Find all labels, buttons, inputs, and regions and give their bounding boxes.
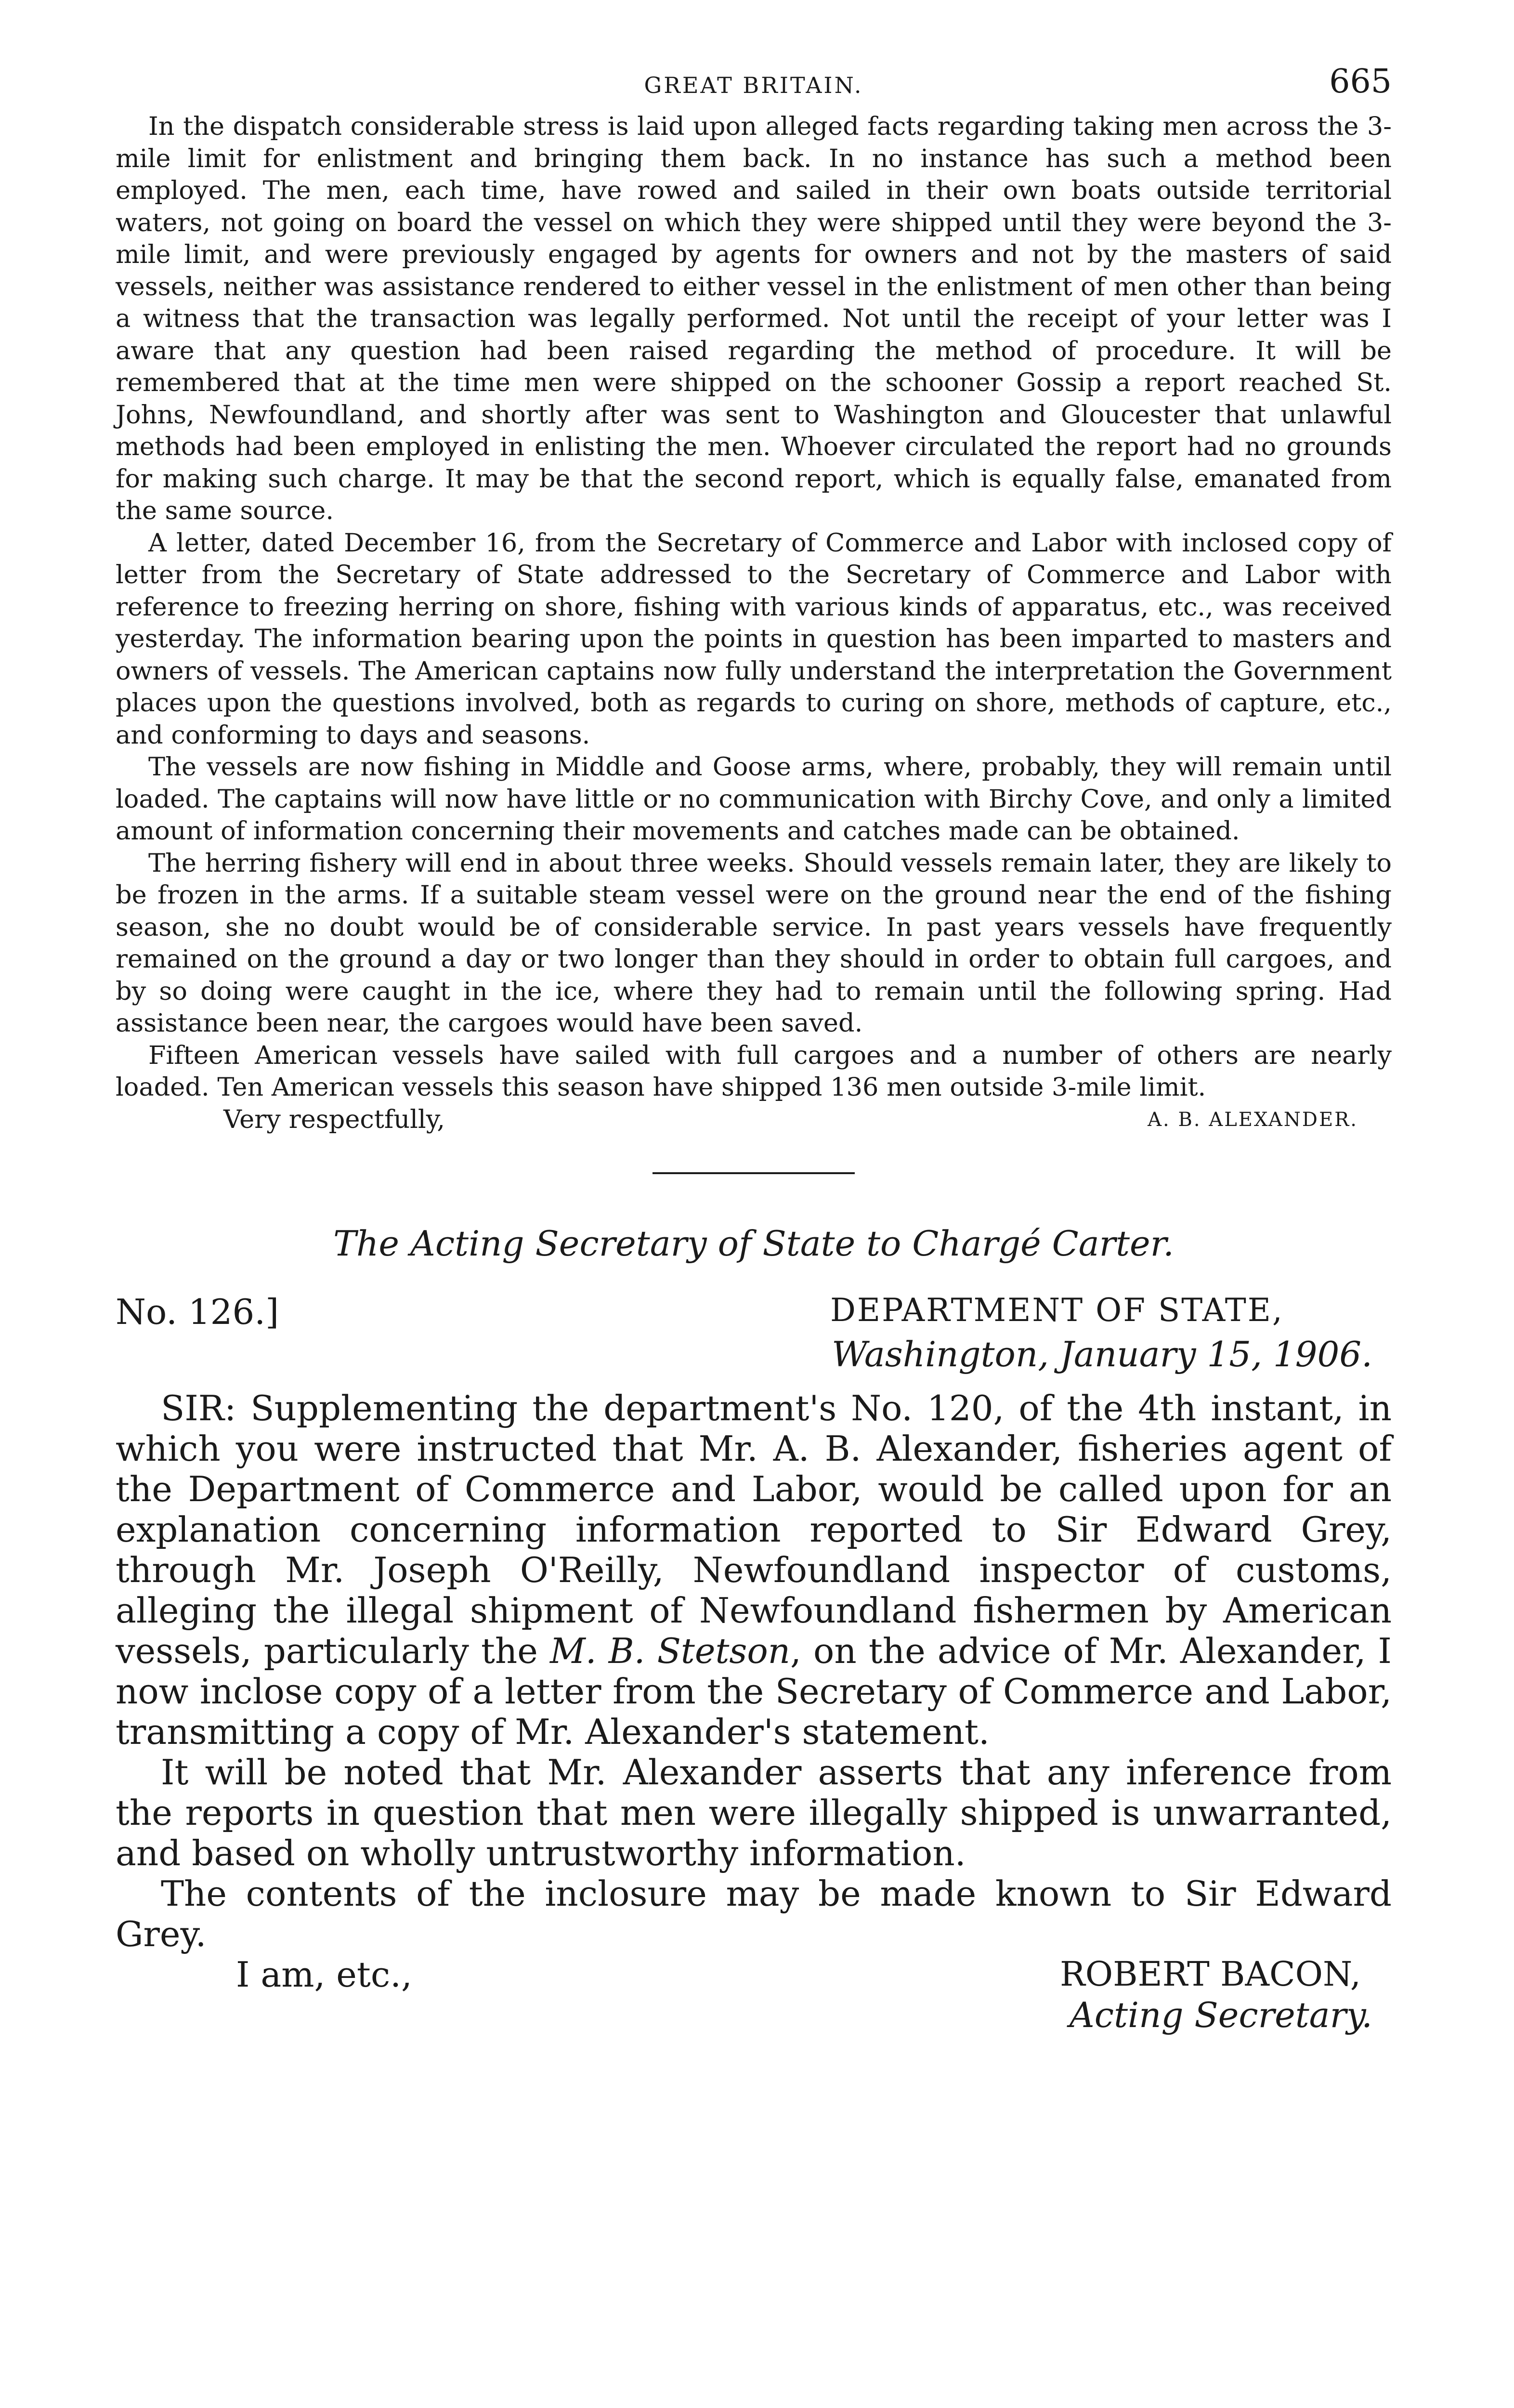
letter-one-signoff [116, 1104, 1392, 1139]
letter-two-body [116, 1388, 1392, 1954]
paragraph-text: Supplementing the department's No. 120, of the 4th instant, in which you were instructed that Mr. A. B. Alexander, fisheries agent of the Department of Commerce and Labor, would be called upon for an explanation concerning information reported to Sir Edward Grey, through Mr. Joseph O'Reilly, Newfoundland inspector of customs, alleging the illegal shipment of Newfoundland fishermen by American vessels, particularly the [116, 1387, 1392, 1671]
letter-one-paragraph: In the dispatch considerable stress is laid upon alleged facts regarding taking men across the 3-mile limit for enlistment and bringing them back. In no instance has such a method been employed. The men, each time, have rowed and sailed in their own boats outside territorial waters, not going on board the vessel on which they were shipped until they were beyond the 3-mile limit, and were previously engaged by agents for owners and not by the masters of said vessels, neither was assistance rendered to either vessel in the enlistment of men other than being a witness that the transaction was legally performed. Not until the receipt of your letter was I aware that any question had been raised regarding the method of procedure. It will be remembered that at the time men were shipped on the schooner Gossip a report reached St. Johns, Newfoundland, and shortly after was sent to Washington and Gloucester that unlawful methods had been employed in enlisting the men. Whoever circulated the report had no grounds for making such charge. It may be that the second report, which is equally false, emanated from the same source. [116, 112, 1392, 525]
letter-two-paragraph: The contents of the inclosure may be made known to Sir Edward Grey. [116, 1873, 1392, 1954]
letter-one-paragraph: The vessels are now fishing in Middle and Goose arms, where, probably, they will remain until loaded. The captains will now have little or no communication with Birchy Cove, and only a limited amount of information concerning their movements and catches made can be obtained. [116, 752, 1392, 846]
place-and-date: Washington, January 15, 1906. [832, 1334, 1372, 1374]
section-divider [653, 1172, 855, 1174]
letter-one-body [116, 111, 1392, 1104]
letter-two-title: The Acting Secretary of State to Chargé Carter. [333, 1223, 1175, 1264]
letter-two-paragraph [116, 1388, 1392, 1752]
running-title: GREAT BRITAIN. [644, 72, 863, 98]
letter-two-signoff [116, 1954, 1392, 2046]
signer-title: Acting Secretary. [1069, 1994, 1372, 2035]
document-page [116, 58, 1392, 2046]
letter-one-closing: Very respectfully, [223, 1104, 445, 1134]
dispatch-heading [116, 1292, 1392, 1388]
vessel-name: M. B. Stetson [550, 1630, 791, 1671]
department-name: DEPARTMENT OF STATE, [830, 1291, 1284, 1329]
dispatch-number: No. 126.] [116, 1291, 279, 1332]
letter-one-paragraph: A letter, dated December 16, from the Secretary of Commerce and Labor with inclosed copy of letter from the Secretary of State addressed to the Secretary of Commerce and Labor with reference to freezing herring on shore, fishing with various kinds of apparatus, etc., was received yesterday. The information bearing upon the points in question has been imparted to masters and owners of vessels. The American captains now fully understand the interpretation the Government places upon the questions involved, both as regards to curing on shore, methods of capture, etc., and conforming to days and seasons. [116, 528, 1392, 750]
page-number: 665 [1329, 63, 1392, 101]
salutation: SIR: [161, 1387, 236, 1428]
letter-one-signature: A. B. ALEXANDER. [1148, 1108, 1358, 1131]
signer-name: ROBERT BACON, [1059, 1954, 1361, 1994]
letter-two-paragraph: It will be noted that Mr. Alexander asserts that any inference from the reports in question that men were illegally shipped is unwarranted, and based on wholly untrustworthy information. [116, 1752, 1392, 1873]
letter-two-closing: I am, etc., [236, 1954, 412, 1995]
letter-one-paragraph: Fifteen American vessels have sailed with full cargoes and a number of others are nearly loaded. Ten American vessels this season have shipped 136 men outside 3-mile limit. [116, 1040, 1392, 1102]
running-head [116, 58, 1392, 111]
letter-one-paragraph: The herring fishery will end in about three weeks. Should vessels remain later, they are likely to be frozen in the arms. If a suitable steam vessel were on the ground near the end of the fishing season, she no doubt would be of considerable service. In past years vessels have frequently remained on the ground a day or two longer than they should in order to obtain full cargoes, and by so doing were caught in the ice, where they had to remain until the following spring. Had assistance been near, the cargoes would have been saved. [116, 848, 1392, 1038]
paragraph-text: , on the advice of Mr. Alexander, I now inclose copy of a letter from the Secretary of Commerce and Labor, transmitting a copy of Mr. Alexander's statement. [116, 1630, 1392, 1752]
